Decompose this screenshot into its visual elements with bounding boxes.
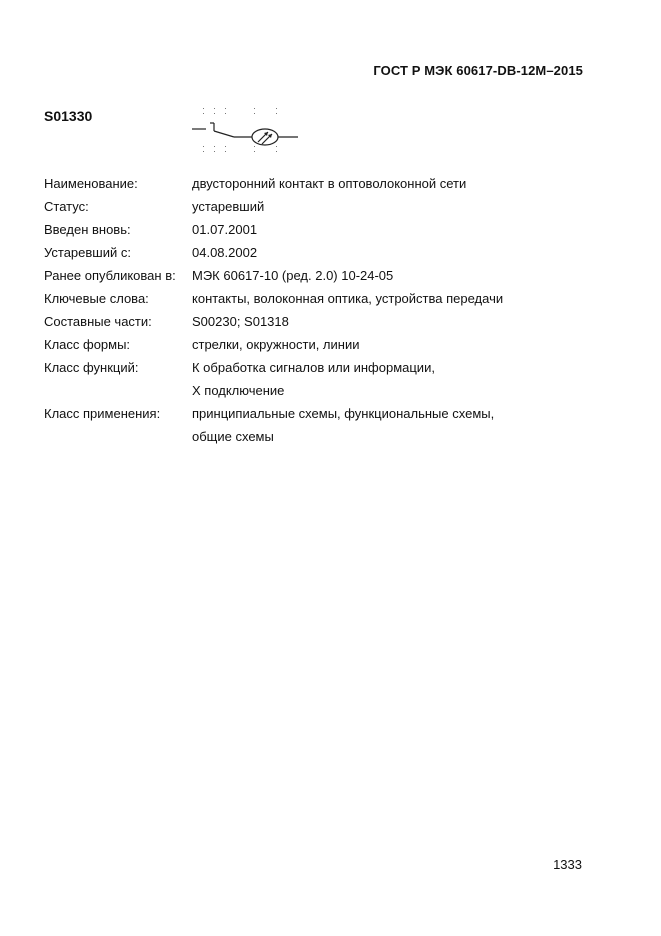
attribute-values [192,310,604,333]
attribute-value: 04.08.2002 [192,245,258,260]
attribute-values [192,356,604,402]
attribute-label: Ранее опубликован в: [44,268,176,283]
attribute-values [192,402,604,448]
attribute-label: Статус: [44,199,89,214]
attribute-value: МЭК 60617-10 (ред. 2.0) 10-24-05 [192,268,394,283]
attribute-value: стрелки, окружности, линии [192,337,360,352]
document-header: ГОСТ Р МЭК 60617-DB-12M–2015 [373,63,583,78]
attribute-row [44,264,604,287]
attribute-values [192,241,604,264]
attribute-row [44,218,604,241]
attribute-value: контакты, волоконная оптика, устройства передачи [192,291,504,306]
attribute-row [44,241,604,264]
attribute-label: Класс применения: [44,406,161,421]
attribute-row [44,172,604,195]
attribute-row [44,356,604,402]
page-number: 1333 [553,857,582,872]
attribute-value: S00230; S01318 [192,314,289,329]
attribute-row [44,287,604,310]
attribute-value: двусторонний контакт в оптоволоконной сети [192,176,467,191]
attribute-value: К обработка сигналов или информации, [192,360,435,375]
attribute-values [192,195,604,218]
attribute-value: общие схемы [192,429,274,444]
fiber-contact-symbol-icon [190,103,300,159]
attribute-value: 01.07.2001 [192,222,258,237]
attribute-values [192,287,604,310]
attribute-label: Введен вновь: [44,222,131,237]
attribute-label: Ключевые слова: [44,291,149,306]
attribute-label: Устаревший с: [44,245,131,260]
attribute-values [192,333,604,356]
attribute-row [44,402,604,448]
attribute-values [192,264,604,287]
attribute-label: Класс функций: [44,360,139,375]
attribute-table [44,172,604,448]
symbol-code: S01330 [44,108,93,124]
attribute-row [44,333,604,356]
attribute-value: Х подключение [192,383,285,398]
attribute-label: Составные части: [44,314,152,329]
attribute-label: Наименование: [44,176,138,191]
attribute-values [192,172,604,195]
attribute-value: устаревший [192,199,265,214]
attribute-row [44,195,604,218]
attribute-value: принципиальные схемы, функциональные схемы, [192,406,495,421]
attribute-values [192,218,604,241]
attribute-label: Класс формы: [44,337,131,352]
attribute-row [44,310,604,333]
